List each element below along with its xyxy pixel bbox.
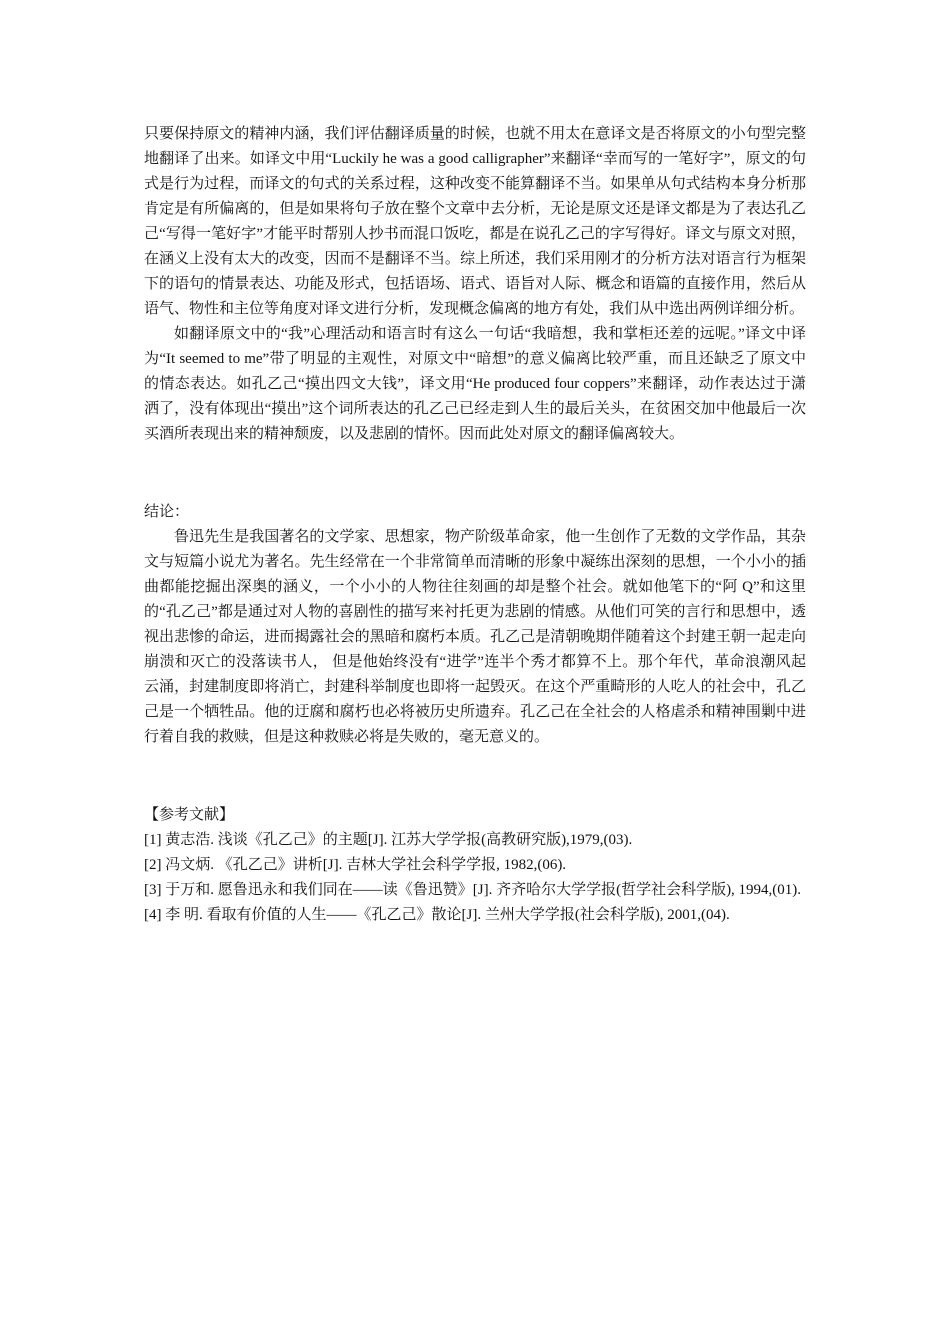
references-heading: 【参考文献】 — [144, 807, 235, 823]
body-paragraph-2: 如翻译原文中的“我”心理活动和语言时有这么一句话“我暗想，我和掌柜还差的远呢。”译文中译为“It seemed to me”带了明显的主观性，对原文中“暗想”的意义偏离比较严重，而且还缺乏了原文中的情态表达。如孔乙己“摸出四文大钱”，译文用“He produced four coppers”来翻译，动作表达过于潇洒了，没有体现出“摸出”这个词所表达的孔乙己已经走到人生的最后关头，在贫困交加中他最后一次买酒所表现出来的精神颓废，以及悲剧的情怀。因而此处对原文的翻译偏离较大。 — [144, 326, 806, 442]
reference-item: [1] 黄志浩. 浅谈《孔乙己》的主题[J]. 江苏大学学报(高教研究版),1979,(03). — [144, 832, 633, 848]
reference-item: [4] 李 明. 看取有价值的人生——《孔乙己》散论[J]. 兰州大学学报(社会科学版), 2001,(04). — [144, 907, 730, 923]
references-list — [144, 828, 806, 928]
section-spacer — [144, 447, 806, 500]
reference-item: [3] 于万和. 愿鲁迅永和我们同在——读《鲁迅赞》[J]. 齐齐哈尔大学学报(哲学社会科学版), 1994,(01). — [144, 882, 802, 898]
reference-item: [2] 冯文炳. 《孔乙己》讲析[J]. 吉林大学社会科学学报, 1982,(06). — [144, 857, 567, 873]
conclusion-paragraph: 鲁迅先生是我国著名的文学家、思想家，物产阶级革命家，他一生创作了无数的文学作品，其杂文与短篇小说尤为著名。先生经常在一个非常简单而清晰的形象中凝练出深刻的思想，一个小小的插曲都能挖掘出深奥的涵义，一个小小的人物往往刻画的却是整个社会。就如他笔下的“阿 Q”和这里的“孔乙己”都是通过对人物的喜剧性的描写来衬托更为悲剧的情感。从他们可笑的言行和思想中，透视出悲惨的命运，进而揭露社会的黑暗和腐朽本质。孔乙己是清朝晚期伴随着这个封建王朝一起走向崩溃和灭亡的没落读书人， 但是他始终没有“进学”连半个秀才都算不上。那个年代，革命浪潮风起云涌，封建制度即将消亡，封建科举制度也即将一起毁灭。在这个严重畸形的人吃人的社会中，孔乙己是一个牺牲品。他的迂腐和腐朽也必将被历史所遗弃。孔乙己在全社会的人格虐杀和精神围剿中进行着自我的救赎，但是这种救赎必将是失败的，毫无意义的。 — [144, 529, 806, 745]
conclusion-heading: 结论： — [144, 504, 190, 520]
section-spacer — [144, 750, 806, 803]
body-paragraph-1: 只要保持原文的精神内涵，我们评估翻译质量的时候，也就不用太在意译文是否将原文的小句型完整地翻译了出来。如译文中用“Luckily he was a good calligrapher”来翻译“幸而写的一笔好字”，原文的句式是行为过程，而译文的句式的关系过程，这种改变不能算翻译不当。如果单从句式结构本身分析那肯定是有所偏离的，但是如果将句子放在整个文章中去分析，无论是原文还是译文都是为了表达孔乙己“写得一笔好字”才能平时帮别人抄书而混口饭吃，都是在说孔乙己的字写得好。译文与原文对照，在涵义上没有太大的改变，因而不是翻译不当。综上所述，我们采用刚才的分析方法对语言行为框架下的语句的情景表达、功能及形式，包括语场、语式、语旨对人际、概念和语篇的直接作用，然后从语气、物性和主位等角度对译文进行分析，发现概念偏离的地方有处，我们从中选出两例详细分析。 — [144, 126, 806, 317]
document-content — [144, 122, 806, 928]
